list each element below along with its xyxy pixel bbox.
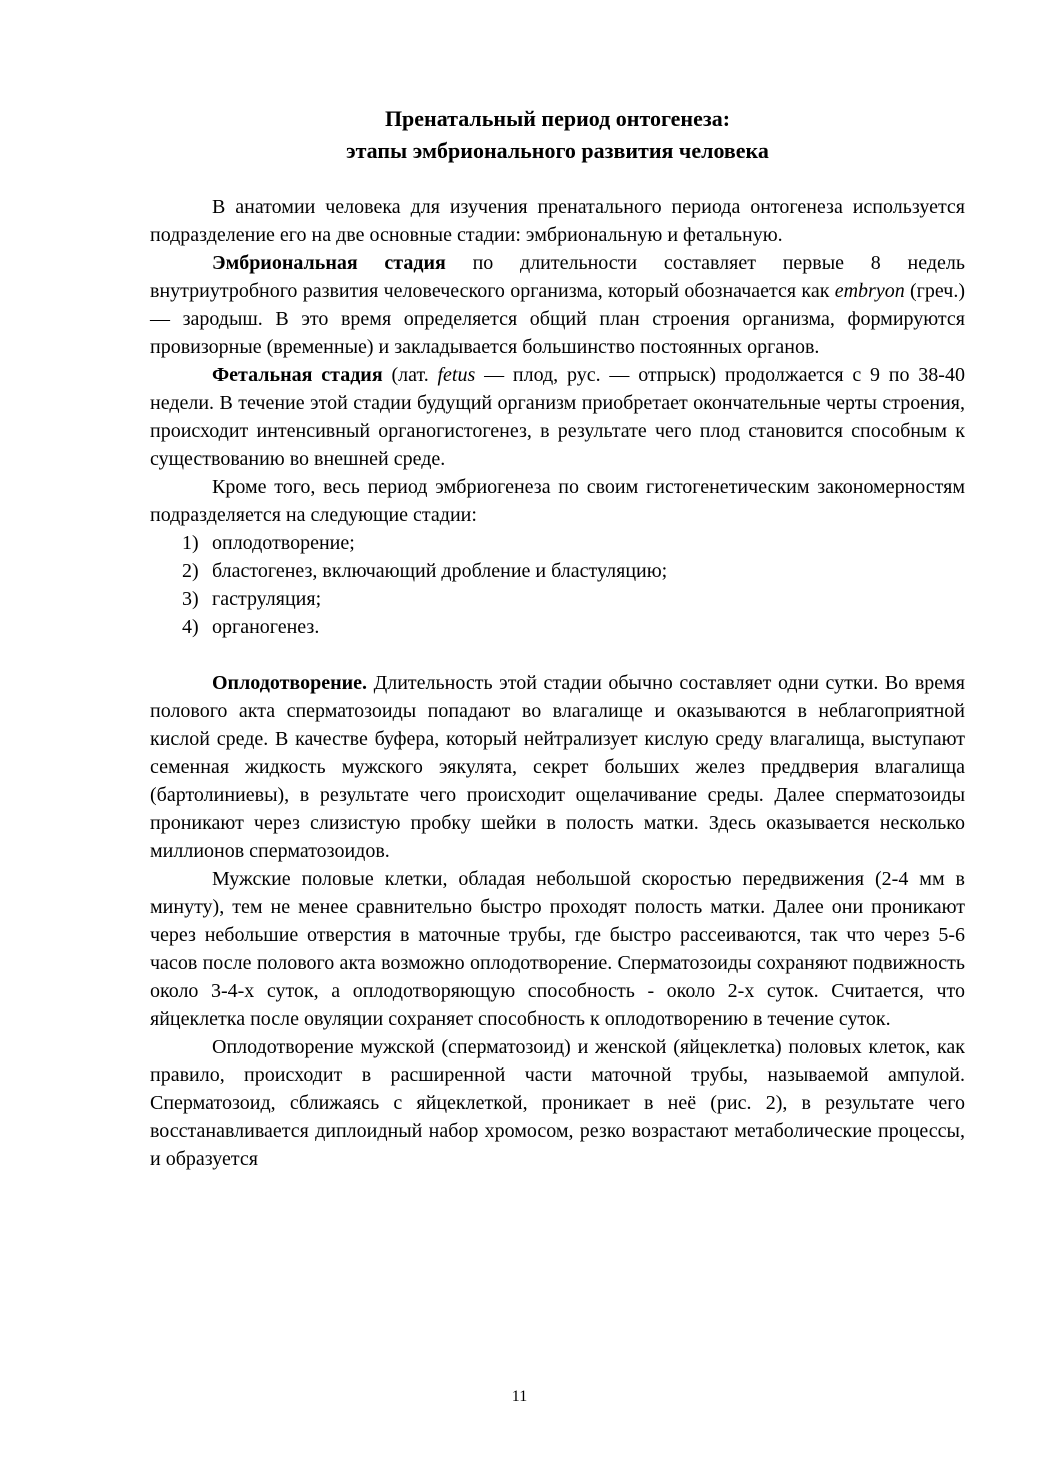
list-item-text: гаструляция; xyxy=(212,588,322,610)
fetal-stage-term: Фетальная стадия xyxy=(212,364,383,386)
section-spacer xyxy=(150,641,965,669)
fetal-stage-paragraph xyxy=(150,361,965,473)
list-item xyxy=(150,557,965,585)
list-item-text: органогенез. xyxy=(212,616,320,638)
male-cells-paragraph: Мужские половые клетки, обладая небольшой скоростью передвижения (2-4 мм в минуту), тем не менее сравнительно быстро проходят полость матки. Далее они проникают через небольшие отверстия в маточные трубы, где быстро рассеиваются, так что через 5-6 часов после полового акта возможно оплодотворение. Сперматозоиды сохраняют подвижность около 3-4-х суток, а оплодотворяющую способность - около 2-х суток. Считается, что яйцеклетка после овуляции сохраняет способность к оплодотворению в течение суток. xyxy=(150,868,965,1030)
list-item-number: 4) xyxy=(182,616,199,638)
embryonic-stage-paragraph xyxy=(150,249,965,361)
embryonic-text-b: (греч.) — зародыш. В это время определяется общий план строения организма, формируются провизорные (временные) и закладывается большинство постоянных органов. xyxy=(150,280,965,358)
list-item xyxy=(150,529,965,557)
embryonic-text-a: по длительности составляет первые 8 недель внутриутробного развития человеческого организма, который обозначается как xyxy=(150,252,965,302)
list-item-number: 3) xyxy=(182,588,199,610)
embryonic-latin-term: embryon xyxy=(834,280,905,302)
document-body xyxy=(150,193,965,1173)
fetal-latin-term: fetus xyxy=(437,364,476,386)
list-item xyxy=(150,585,965,613)
stages-list xyxy=(150,529,965,641)
page-number: 11 xyxy=(511,1388,528,1405)
list-item-number: 2) xyxy=(182,560,199,582)
stages-intro-paragraph: Кроме того, весь период эмбриогенеза по своим гистогенетическим закономерностям подразделяется на следующие стадии: xyxy=(150,476,965,526)
fertilization-paragraph xyxy=(150,669,965,865)
intro-paragraph: В анатомии человека для изучения пренатального периода онтогенеза используется подразделение его на две основные стадии: эмбриональную и фетальную. xyxy=(150,196,965,246)
title-line-1: Пренатальный период онтогенеза: xyxy=(384,106,731,131)
fertilization-term: Оплодотворение. xyxy=(212,672,367,694)
page-title xyxy=(150,103,965,167)
fusion-paragraph: Оплодотворение мужской (сперматозоид) и женской (яйцеклетка) половых клеток, как правило, происходит в расширенной части маточной трубы, называемой ампулой. Сперматозоид, сближаясь с яйцеклеткой, проникает в неё (рис. 2), в результате чего восстанавливается диплоидный набор хромосом, резко возрастают метаболические процессы, и образуется xyxy=(150,1036,965,1170)
list-item-number: 1) xyxy=(182,532,199,554)
embryonic-stage-term: Эмбриональная стадия xyxy=(212,252,446,274)
fetal-text-b: — плод, рус. — отпрыск) продолжается с 9 по 38-40 недели. В течение этой стадии будущий организм приобретает окончательные черты строения, происходит интенсивный органогистогенез, в результате чего плод становится способным к существованию во внешней среде. xyxy=(150,364,965,470)
list-item xyxy=(150,613,965,641)
fetal-text-a: (лат. xyxy=(382,364,438,386)
title-line-2: этапы эмбрионального развития человека xyxy=(346,138,769,163)
list-item-text: бластогенез, включающий дробление и бластуляцию; xyxy=(212,560,668,582)
list-item-text: оплодотворение; xyxy=(212,532,355,554)
fertilization-text: Длительность этой стадии обычно составляет одни сутки. Во время полового акта сперматозоиды попадают во влагалище и оказываются в неблагоприятной кислой среде. В качестве буфера, который нейтрализует кислую среду влагалища, выступают семенная жидкость мужского эякулята, секрет больших желез преддверия влагалища (бартолиниевы), в результате чего происходит ощелачивание среды. Далее сперматозоиды проникают через слизистую пробку шейки в полость матки. Здесь оказывается несколько миллионов сперматозоидов. xyxy=(150,672,965,862)
